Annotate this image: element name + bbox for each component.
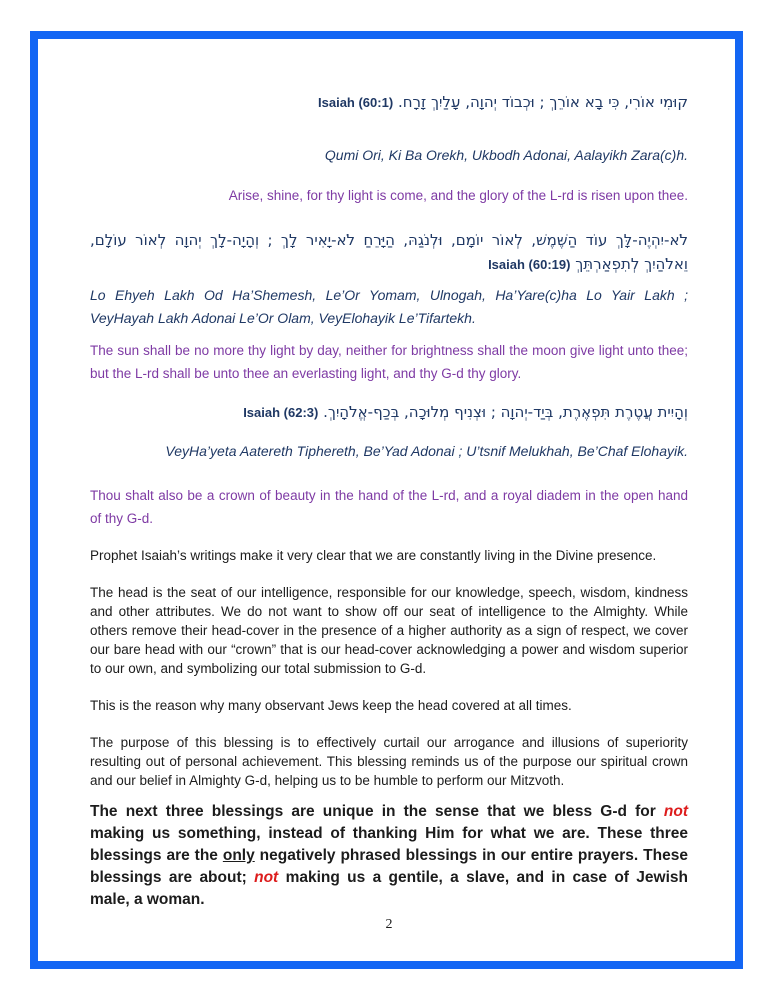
closing-emphasis-red: not	[663, 803, 688, 820]
verse-citation-2: Isaiah (60:19)	[488, 257, 571, 272]
closing-text: making us a gentile, a slave, and in case of Jewish male, a woman.	[90, 869, 688, 908]
transliteration-3: VeyHa’yeta Aatereth Tiphereth, Be’Yad Adonai ; U’tsnif Melukhah, Be’Chaf Elohayik.	[165, 443, 688, 459]
hebrew-text-3: וְהָיִית עֲטֶרֶת תִּפְאֶרֶת, בְּיַד-יְהוָה ; וּצְנִיף מְלוּכָה, בְּכַף-אֱלֹהָיִךְ.	[323, 403, 688, 421]
verse-citation-1: Isaiah (60:1)	[318, 95, 394, 110]
translation-1: Arise, shine, for thy light is come, and the glory of the L-rd is risen upon thee.	[228, 188, 688, 203]
verse-citation-3: Isaiah (62:3)	[243, 405, 319, 420]
body-paragraph-1: Prophet Isaiah’s writings make it very clear that we are constantly living in the Divine presence.	[90, 548, 657, 563]
hebrew-verse-2	[90, 228, 688, 277]
closing-text: The next three blessings are unique in the sense that we bless G-d for	[90, 803, 664, 820]
closing-emphasis-underline: only	[222, 847, 255, 864]
body-paragraph-4: The purpose of this blessing is to effectively curtail our arrogance and illusions of superiority resulting out of personal achievement. This blessing reminds us of the purpose our spiritual crown and our belief in Almighty G-d, helping us to be humble to perform our Mitzvoth.	[90, 735, 688, 788]
transliteration-2: Lo Ehyeh Lakh Od Ha’Shemesh, Le’Or Yomam, Ulnogah, Ha’Yare(c)ha Lo Yair Lakh ; VeyHayah Lakh Adonai Le’Or Olam, VeyElohayik Le’Tifartekh.	[90, 287, 688, 326]
body-paragraph-3: This is the reason why many observant Jews keep the head covered at all times.	[90, 698, 572, 713]
hebrew-text-2: לֹא-יִהְיֶה-לָּךְ עוֹד הַשֶּׁמֶשׁ, לְאוֹר יוֹמָם, וּלְנֹגַהּ, הַיָּרֵחַ לֹא-יָאִיר לָךְ ; וְהָיָה-לָךְ יְהוָה לְאוֹר עוֹלָם, וֵאלֹהַיִךְ לְתִפְאַרְתֵּךְ	[90, 231, 688, 273]
hebrew-text-1: קוּמִי אוֹרִי, כִּי בָא אוֹרֵךְ ; וּכְבוֹד יְהוָה, עָלַיִךְ זָרָח.	[397, 93, 688, 111]
closing-paragraph	[90, 801, 688, 911]
hebrew-verse-3	[90, 400, 688, 425]
closing-text: making us something, instead of thanking Him for what we are. These three blessings are the	[90, 825, 688, 864]
translation-3: Thou shalt also be a crown of beauty in the hand of the L-rd, and a royal diadem in the open hand of thy G-d.	[90, 488, 688, 526]
closing-emphasis-red: not	[254, 869, 279, 886]
translation-2: The sun shall be no more thy light by day, neither for brightness shall the moon give light unto thee; but the L-rd shall be unto thee an everlasting light, and thy G-d thy glory.	[90, 343, 688, 381]
hebrew-verse-1	[90, 90, 688, 115]
body-paragraph-2: The head is the seat of our intelligence, responsible for our knowledge, speech, wisdom, kindness and other attributes. We do not want to show off our seat of intelligence to the Almighty. While others remove their head-cover in the presence of a higher authority as a sign of respect, we cover our bare head with our “crown” that is our head-cover acknowledging a power and wisdom superior to our own, and symbolizing our total submission to G-d.	[90, 585, 688, 676]
transliteration-1: Qumi Ori, Ki Ba Orekh, Ukbodh Adonai, Aalayikh Zara(c)h.	[324, 147, 688, 163]
closing-text: negatively phrased blessings in our entire prayers. These blessings are about;	[90, 847, 688, 886]
document-content	[90, 90, 688, 911]
page-number: 2	[385, 917, 393, 932]
